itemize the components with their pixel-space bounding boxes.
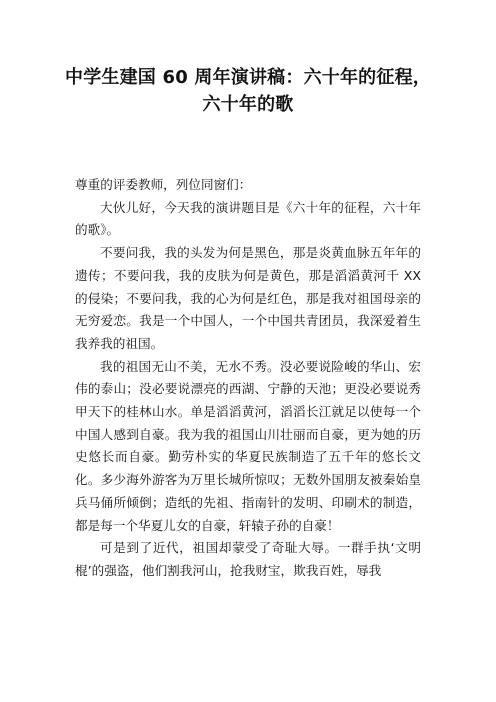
identity-paragraph: 不要问我，我的头发为何是黑色，那是炎黄血脉五年年的遗传；不要问我，我的皮肤为何是黄色，那是滔滔黄河千 XX 的侵染；不要问我，我的心为何是红色，那是我对祖国母亲的无穷爱恋。我是一个中国人，一个中国共青团员，我深爱着生我养我的祖国。 [75,245,421,351]
document-title-line-2: 六十年的歌 [202,94,294,115]
landscape-history-paragraph: 我的祖国无山不美，无水不秀。没必要说险峻的华山、宏伟的泰山；没必要说漂亮的西湖、宁静的天池；更没必要说秀甲天下的桂林山水。单是滔滔黄河，滔滔长江就足以使每一个中国人感到自豪。我为我的祖国山川壮丽而自豪，更为她的历史悠长而自豪。勤劳朴实的华夏民族制造了五千年的悠长文化。多少海外游客为万里长城所惊叹；无数外国朋友被秦始皇兵马俑所倾倒；造纸的先祖、指南针的发明、印刷术的制造，都是每一个华夏儿女的自豪，轩辕子孙的自豪！ [75,358,421,533]
modern-history-paragraph: 可是到了近代，祖国却蒙受了奇耻大辱。一群手执‘文明棍’的强盗，他们割我河山，抢我财宝，欺我百姓，辱我 [75,540,421,578]
salutation-paragraph: 尊重的评委教师，列位同窗们： [75,177,252,192]
document-body [75,174,421,583]
intro-paragraph: 大伙儿好，今天我的演讲题目是《六十年的征程，六十年的歌》。 [75,199,421,238]
document-title-line-1: 中学生建国 60 周年演讲稿：六十年的征程， [65,67,431,88]
